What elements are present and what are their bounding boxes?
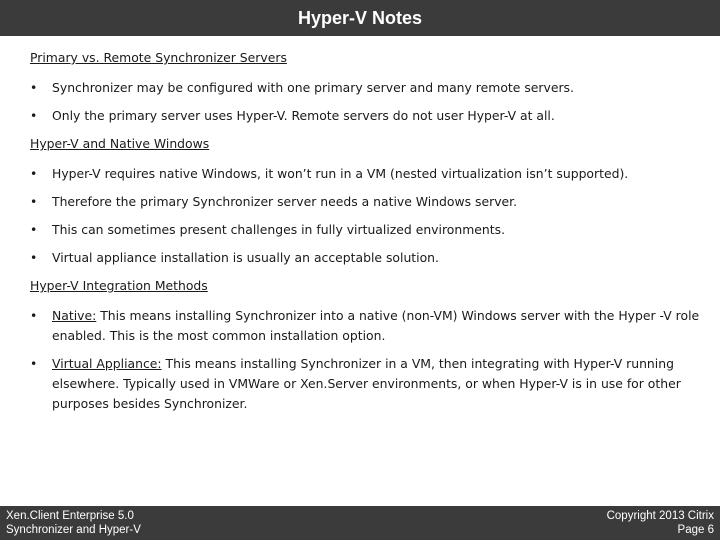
footer-bar [0,506,720,540]
bullet-icon: • [30,308,38,323]
bullet-list [30,164,700,268]
section-integration-methods [30,276,700,414]
bullet-text: Therefore the primary Synchronizer server needs a native Windows server. [52,194,518,209]
list-item [30,354,700,414]
footer-topic: Synchronizer and Hyper-V [6,524,141,536]
list-item [30,106,700,126]
bullet-icon: • [30,166,38,181]
bullet-icon: • [30,80,38,95]
bullet-list [30,78,700,126]
footer-copyright: Copyright 2013 Citrix [606,510,714,522]
page-number: Page 6 [677,524,714,536]
bullet-text: Only the primary server uses Hyper-V. Remote servers do not user Hyper-V at all. [52,108,555,123]
method-term: Native: [52,308,97,323]
bullet-text: Synchronizer may be configured with one primary server and many remote servers. [52,80,574,95]
bullet-text: This can sometimes present challenges in fully virtualized environments. [52,222,506,237]
bullet-text: Hyper-V requires native Windows, it won’t run in a VM (nested virtualization isn’t supported). [52,166,629,181]
list-item [30,164,700,184]
slide-content [30,48,700,422]
method-text: This means installing Synchronizer into a native (non-VM) Windows server with the Hyper -V role enabled. This is the most common installation option. [52,308,700,343]
method-term: Virtual Appliance: [52,356,162,371]
bullet-text: Virtual appliance installation is usually an acceptable solution. [52,250,439,265]
section-native-windows [30,134,700,268]
bullet-icon: • [30,250,38,265]
list-item [30,78,700,98]
list-item [30,306,700,346]
footer-product: Xen.Client Enterprise 5.0 [6,510,134,522]
list-item [30,220,700,240]
list-item [30,248,700,268]
section-heading: Hyper-V Integration Methods [30,278,208,293]
section-heading: Hyper-V and Native Windows [30,136,210,151]
list-item [30,192,700,212]
bullet-icon: • [30,222,38,237]
bullet-icon: • [30,108,38,123]
footer-left [6,509,141,537]
bullet-list [30,306,700,414]
bullet-icon: • [30,194,38,209]
section-primary-remote [30,48,700,126]
bullet-icon: • [30,356,38,371]
title-bar [0,0,720,36]
section-heading: Primary vs. Remote Synchronizer Servers [30,50,287,65]
method-text: This means installing Synchronizer in a VM, then integrating with Hyper-V running elsewhere. Typically used in VMWare or Xen.Server environments, or when Hyper-V is in use for other purposes besides Synchronizer. [52,356,681,411]
footer-right [607,509,714,537]
slide-title: Hyper-V Notes [297,7,423,28]
